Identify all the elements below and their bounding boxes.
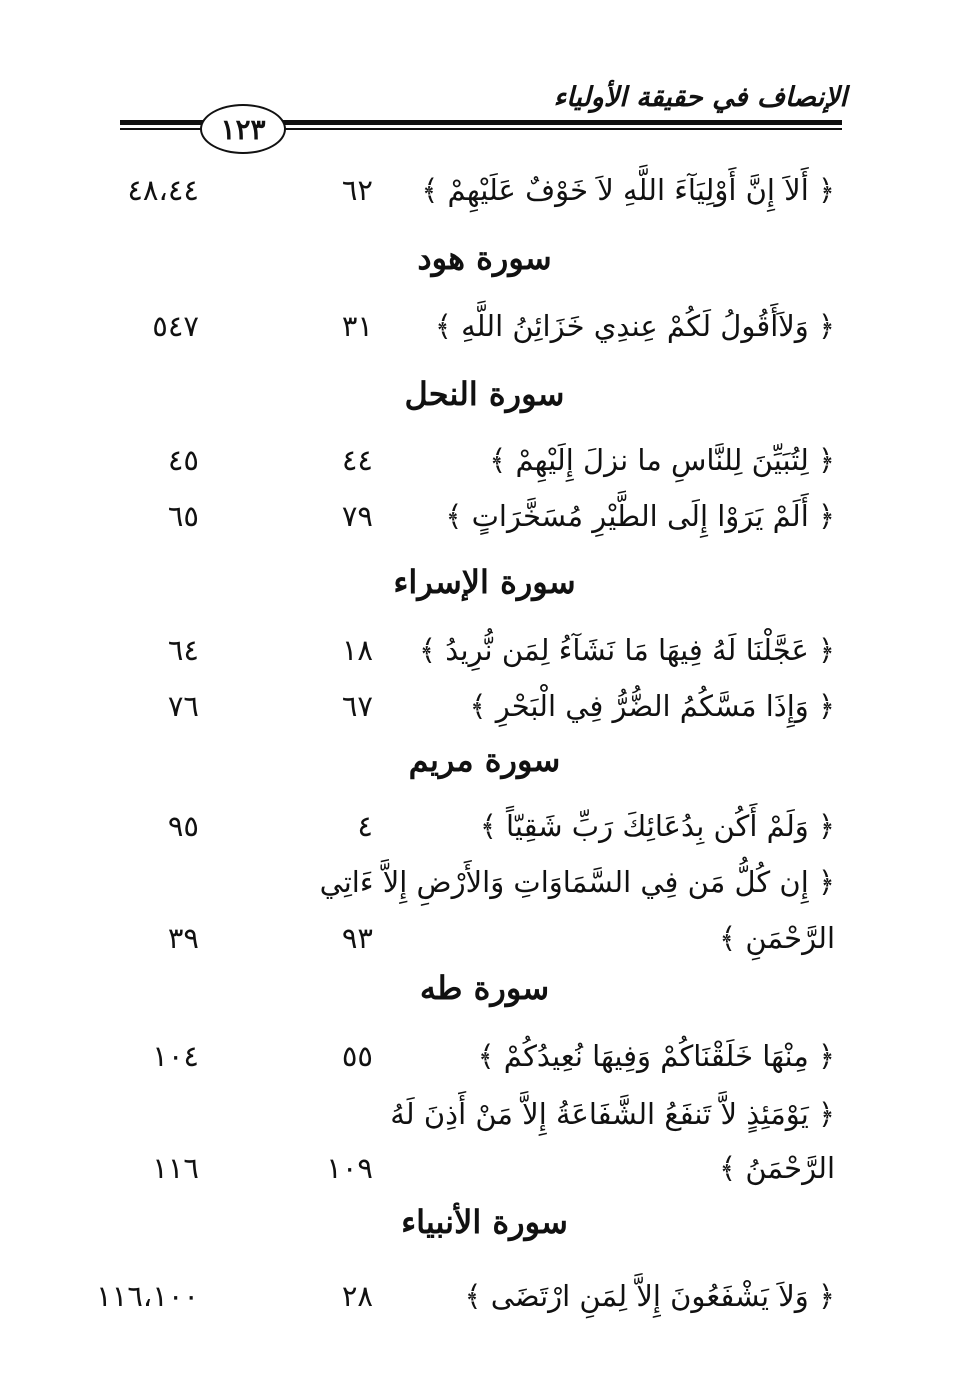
page-references: ٦٥ [167, 499, 199, 533]
page-references: ٣٩ [167, 921, 199, 955]
ayah-number: ٦٧ [341, 689, 373, 723]
ayah-number: ١٨ [341, 633, 373, 667]
verse-text: ﴿ عَجَّلْنَا لَهُ فِيهَا مَا نَشَآءُ لِمَن نُّرِيدُ ﴾ [419, 633, 835, 667]
running-header-title: الإنصاف في حقيقة الأولياء [553, 82, 847, 113]
verse-text: ﴿ وَلَمْ أَكُن بِدُعَائِكَ رَبِّ شَقِيّاً ﴾ [479, 809, 835, 843]
ayah-number: ٦٢ [341, 173, 373, 207]
ayah-number: ٤٤ [341, 443, 373, 477]
verse-text: ﴿ إِن كُلُّ مَن فِي السَّمَاوَاتِ وَالأَرْضِ إِلاَّ ءَاتِي [319, 865, 835, 899]
verse-text: الرَّحْمَنِ ﴾ [719, 921, 835, 955]
ayah-number: ٩٣ [341, 921, 373, 955]
verse-text: ﴿ وَإِذَا مَسَّكُمُ الضُّرُّ فِي الْبَحْرِ ﴾ [469, 689, 835, 723]
page-references: ٤٥ [167, 443, 199, 477]
page-references: ٦٤ [167, 633, 199, 667]
verse-text: الرَّحْمَنُ ﴾ [719, 1151, 835, 1185]
surah-heading: سورة طه [419, 969, 550, 1007]
ayah-number: ٧٩ [341, 499, 373, 533]
ayah-number: ٢٨ [341, 1279, 373, 1313]
page-references: ٩٥ [167, 809, 199, 843]
surah-heading: سورة مريم [408, 741, 561, 779]
page-references: ١١٦،١٠٠ [96, 1279, 199, 1313]
ayah-number: ٣١ [341, 309, 373, 343]
verse-text: ﴿ مِنْهَا خَلَقْنَاكُمْ وَفِيهَا نُعِيدُكُمْ ﴾ [477, 1039, 835, 1073]
verse-text: ﴿ وَلاَ يَشْفَعُونَ إِلاَّ لِمَنِ ارْتَضَى ﴾ [464, 1279, 835, 1313]
surah-heading: سورة الأنبياء [401, 1203, 568, 1241]
ayah-number: ٥٥ [341, 1039, 373, 1073]
page-references: ٥٤٧ [152, 309, 199, 343]
ayah-number: ٤ [357, 809, 373, 843]
page-references: ١١٦ [152, 1151, 199, 1185]
page-references: ٤٨،٤٤ [127, 173, 199, 207]
page-number-badge: ١٢٣ [200, 104, 286, 154]
verse-text: ﴿ وَلاَأَقُولُ لَكُمْ عِندِي خَزَائِنُ اللَّهِ ﴾ [434, 309, 835, 343]
surah-heading: سورة الإسراء [393, 563, 576, 601]
verse-text: ﴿ أَلَمْ يَرَوْا إِلَى الطَّيْرِ مُسَخَّرَاتٍ ﴾ [445, 499, 835, 533]
page-references: ٧٦ [167, 689, 199, 723]
verse-text: ﴿ يَوْمَئِذٍ لاَّ تَنفَعُ الشَّفَاعَةُ إِلاَّ مَنْ أَذِنَ لَهُ [390, 1097, 835, 1131]
page-references: ١٠٤ [152, 1039, 199, 1073]
verse-text: ﴿ أَلاَ إِنَّ أَوْلِيَآءَ اللَّهِ لاَ خَوْفٌ عَلَيْهِمْ ﴾ [421, 173, 835, 207]
verse-text: ﴿ لِتُبَيِّنَ لِلنَّاسِ ما نزلَ إِلَيْهِمْ ﴾ [489, 443, 835, 477]
surah-heading: سورة هود [417, 239, 552, 277]
ayah-number: ١٠٩ [326, 1151, 373, 1185]
surah-heading: سورة النحل [404, 375, 565, 413]
